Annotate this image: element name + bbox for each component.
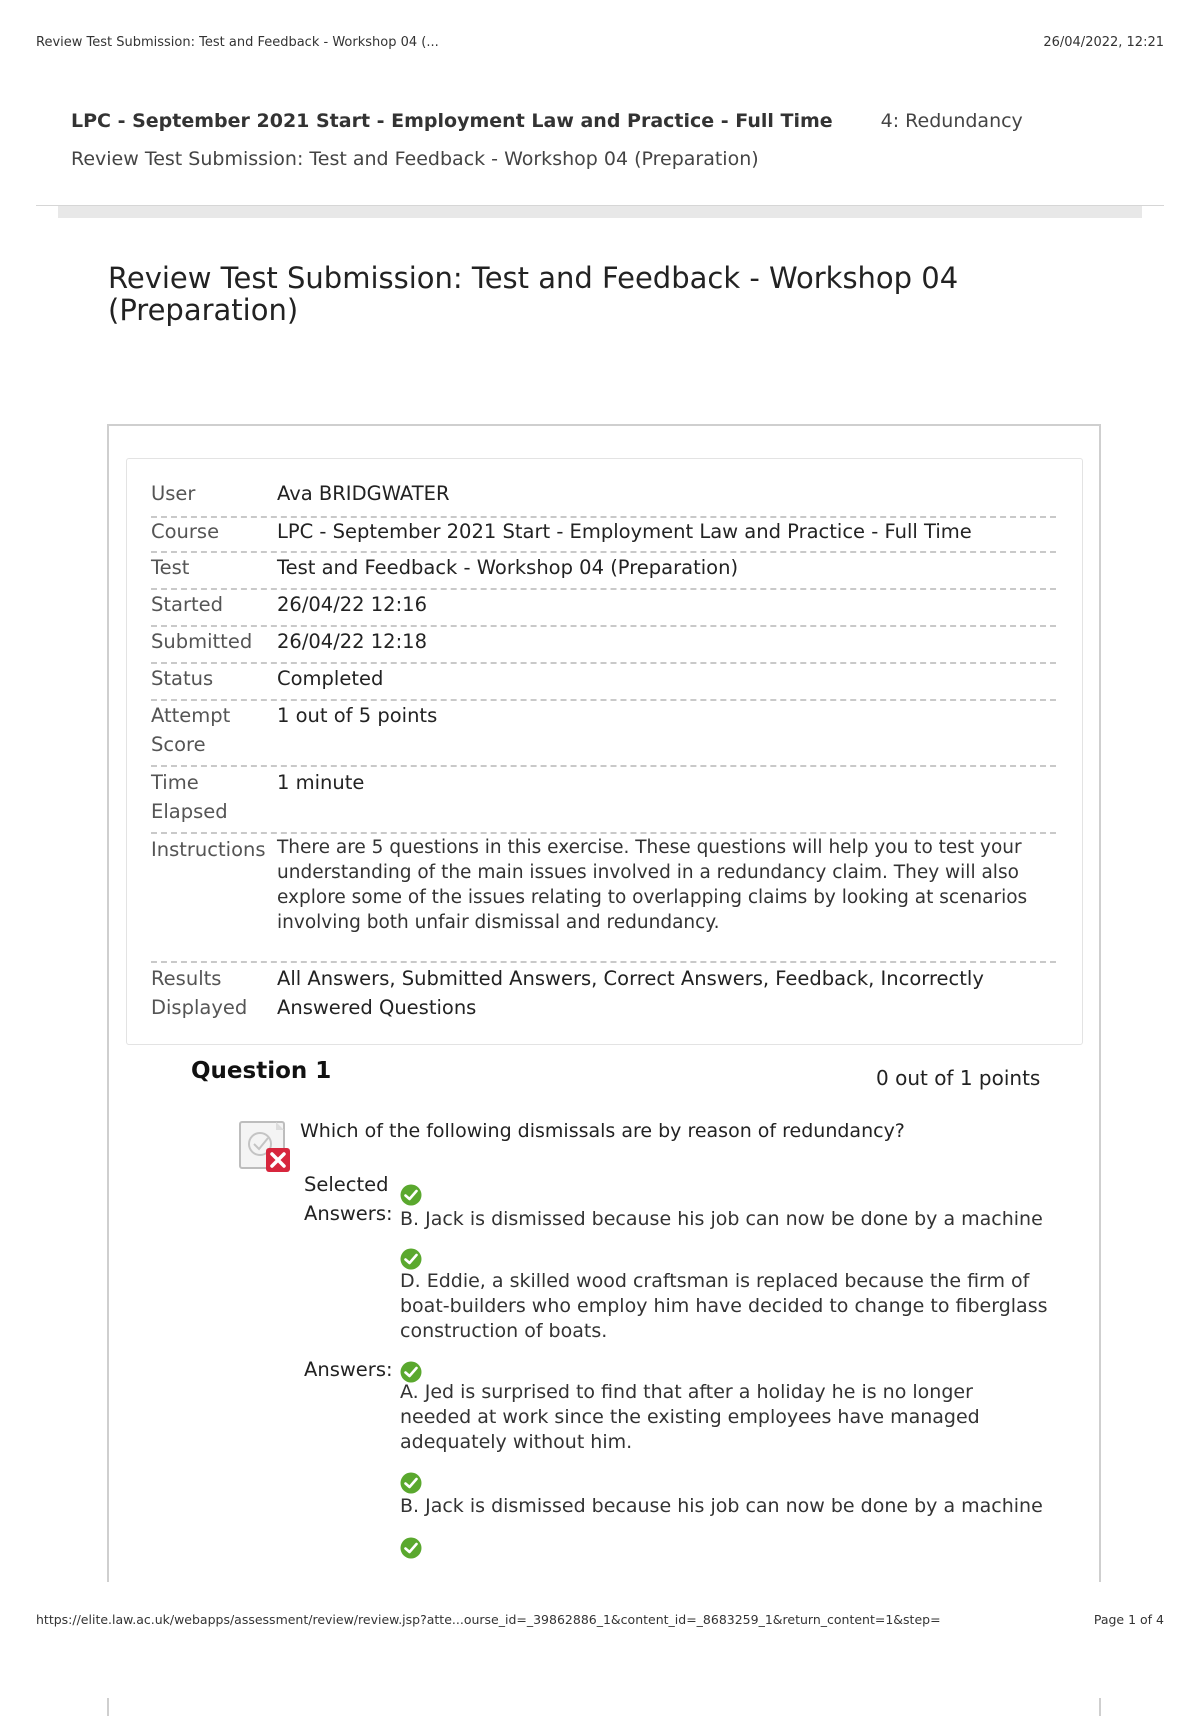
- print-header: [36, 35, 1164, 50]
- detail-label: Results Displayed: [151, 967, 248, 1019]
- breadcrumb-course-link[interactable]: LPC - September 2021 Start - Employment Law and Practice - Full Time: [71, 110, 833, 132]
- print-footer-url: https://elite.law.ac.uk/webapps/assessment/review/review.jsp?atte...ourse_id=_39862886_1&content_id=_8683259_1&return_content=1&step=: [36, 1612, 941, 1627]
- detail-label: Time Elapsed: [151, 771, 228, 823]
- detail-label: Course: [151, 520, 220, 543]
- detail-value: Test and Feedback - Workshop 04 (Preparation): [277, 556, 739, 579]
- selected-answer: D. Eddie, a skilled wood craftsman is replaced because the firm of boat-builders who employ him have decided to change to fiberglass construction of boats.: [400, 1270, 1048, 1342]
- correct-check-icon: [400, 1248, 422, 1270]
- detail-label: Status: [151, 667, 214, 690]
- detail-value: 1 minute: [277, 771, 365, 794]
- detail-label: Instructions: [151, 838, 266, 861]
- detail-value: 26/04/22 12:16: [277, 593, 427, 616]
- submission-details: [126, 458, 1083, 1045]
- detail-row-test: [151, 553, 1056, 590]
- question-text: Which of the following dismissals are by reason of redundancy?: [300, 1120, 905, 1142]
- selected-answers-label: Selected Answers:: [304, 1173, 393, 1225]
- incorrect-answer-icon: [238, 1118, 294, 1174]
- detail-row-status: [151, 664, 1056, 701]
- detail-row-time-elapsed: [151, 768, 1056, 834]
- detail-label: User: [151, 482, 196, 505]
- correct-check-icon: [400, 1537, 422, 1559]
- print-header-title: Review Test Submission: Test and Feedback - Workshop 04 (...: [36, 35, 439, 50]
- detail-value: All Answers, Submitted Answers, Correct Answers, Feedback, Incorrectly Answered Questions: [277, 967, 984, 1019]
- detail-label: Started: [151, 593, 224, 616]
- breadcrumb: [71, 110, 1140, 170]
- answer-option: A. Jed is surprised to find that after a holiday he is no longer needed at work since the existing employees have managed adequately without him.: [400, 1381, 980, 1453]
- detail-value: 1 out of 5 points: [277, 704, 438, 727]
- detail-row-instructions: [151, 835, 1056, 963]
- detail-value: Completed: [277, 667, 384, 690]
- detail-value: There are 5 questions in this exercise. These questions will help you to test your understanding of the main issues involved in a redundancy claim. They will also explore some of the issues relating to overlapping claims by looking at scenarios involving both unfair dismissal and redundancy.: [277, 837, 1028, 933]
- detail-value: 26/04/22 12:18: [277, 630, 427, 653]
- detail-row-started: [151, 590, 1056, 627]
- detail-row-submitted: [151, 627, 1056, 664]
- answer-option: B. Jack is dismissed because his job can now be done by a machine: [400, 1495, 1043, 1517]
- page-title: Review Test Submission: Test and Feedback - Workshop 04 (Preparation): [108, 261, 959, 327]
- header-band: [58, 206, 1142, 218]
- selected-answer: B. Jack is dismissed because his job can now be done by a machine: [400, 1208, 1043, 1230]
- detail-row-user: [151, 479, 1056, 518]
- question-title: Question 1: [191, 1058, 332, 1084]
- detail-value: LPC - September 2021 Start - Employment Law and Practice - Full Time: [277, 520, 972, 543]
- print-footer-page: Page 1 of 4: [1093, 1612, 1164, 1627]
- print-header-datetime: 26/04/2022, 12:21: [1043, 35, 1164, 50]
- detail-label: Submitted: [151, 630, 253, 653]
- breadcrumb-module-link[interactable]: 4: Redundancy: [880, 110, 1023, 132]
- detail-row-results-displayed: [151, 964, 1056, 1026]
- question-points: 0 out of 1 points: [876, 1066, 1041, 1090]
- detail-label: Test: [151, 556, 190, 579]
- page-bottom-margin: [0, 1582, 1200, 1698]
- breadcrumb-current: Review Test Submission: Test and Feedback - Workshop 04 (Preparation): [71, 148, 759, 170]
- detail-row-course: [151, 517, 1056, 553]
- detail-row-attempt-score: [151, 701, 1056, 767]
- detail-value: Ava BRIDGWATER: [277, 482, 450, 505]
- answers-label: Answers:: [304, 1358, 393, 1381]
- correct-check-icon: [400, 1472, 422, 1494]
- correct-check-icon: [400, 1184, 422, 1206]
- print-footer: [36, 1612, 1164, 1627]
- detail-label: Attempt Score: [151, 704, 231, 756]
